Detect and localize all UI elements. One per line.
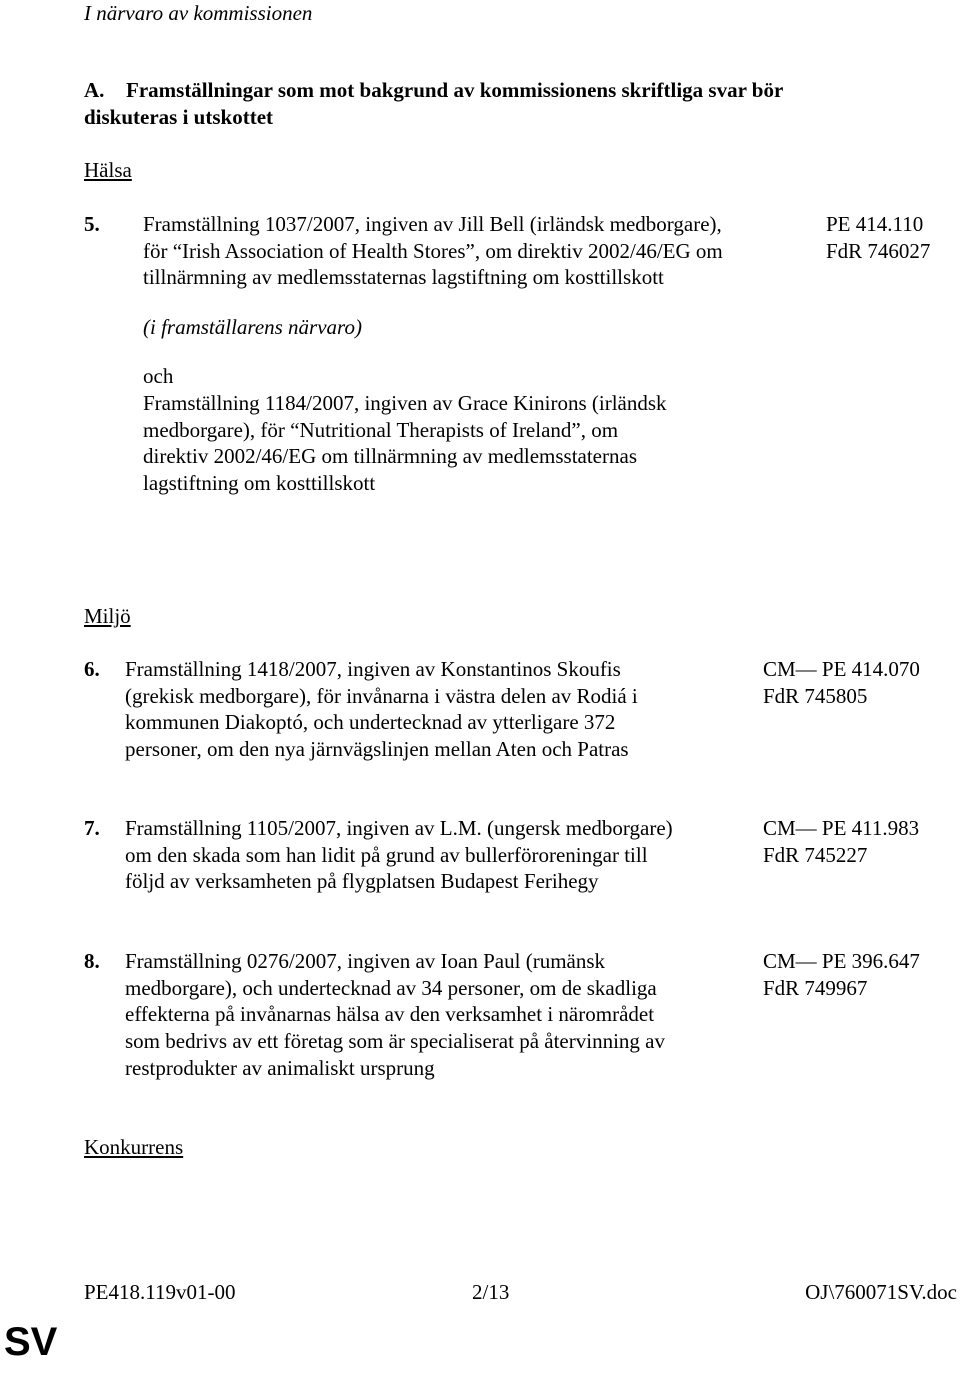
petitioner-presence-note: (i framställarens närvaro) xyxy=(143,315,362,339)
item-line: restprodukter av animaliskt ursprung xyxy=(125,1055,435,1080)
item-line: lagstiftning om kosttillskott xyxy=(143,471,376,496)
category-miljo: Miljö xyxy=(84,604,131,628)
item-line: Framställning 1105/2007, ingiven av L.M. (ungersk medborgare) xyxy=(125,816,673,840)
category-konkurrens: Konkurrens xyxy=(84,1135,184,1159)
item-line: medborgare), för “Nutritional Therapists of Ireland”, om xyxy=(143,417,619,442)
footer-language-code: SV xyxy=(4,1320,58,1364)
item-number: 5. xyxy=(84,212,100,236)
item-ref-fdr: FdR 745227 xyxy=(763,842,868,867)
item-ref-pe: PE 414.110 xyxy=(826,212,924,236)
item-ref-pe: CM— PE 414.070 xyxy=(763,657,920,681)
section-label: A. xyxy=(84,78,105,102)
item-line: Framställning 1184/2007, ingiven av Grace Kinirons (irländsk xyxy=(143,391,667,415)
item-ref-fdr: FdR 749967 xyxy=(763,975,868,1000)
item-refs xyxy=(763,948,920,1001)
item-ref-pe: CM— PE 411.983 xyxy=(763,816,920,840)
page-header-title: I närvaro av kommissionen xyxy=(84,1,313,25)
item-line: kommunen Diakoptó, och undertecknad av ytterligare 372 xyxy=(125,710,616,735)
item-number: 7. xyxy=(84,816,100,840)
footer-file-name: OJ\760071SV.doc xyxy=(805,1280,957,1304)
section-heading-line: Framställningar som mot bakgrund av kommissionens skriftliga svar bör xyxy=(126,78,784,102)
item-text xyxy=(125,948,665,1082)
item-line: Framställning 1037/2007, ingiven av Jill Bell (irländsk medborgare), xyxy=(143,212,722,236)
item-line: följd av verksamheten på flygplatsen Budapest Ferihegy xyxy=(125,869,599,894)
section-heading-cont xyxy=(84,104,273,131)
item-refs xyxy=(763,656,920,709)
item-line: tillnärmning av medlemsstaternas lagstiftning om kosttillskott xyxy=(143,265,664,290)
item-refs xyxy=(763,815,919,868)
category-halsa: Hälsa xyxy=(84,158,132,182)
item-line: som bedrivs av ett företag som är specialiserat på återvinning av xyxy=(125,1029,665,1054)
item-ref-fdr: FdR 746027 xyxy=(826,238,931,263)
item-ref-pe: CM— PE 396.647 xyxy=(763,949,920,973)
footer-page-number: 2/13 xyxy=(472,1280,510,1304)
item-text xyxy=(125,815,673,895)
item-refs xyxy=(826,211,930,264)
and-label: och xyxy=(143,364,174,388)
section-heading xyxy=(126,77,783,104)
item-line: (grekisk medborgare), för invånarna i västra delen av Rodiá i xyxy=(125,683,638,708)
item-line: Framställning 1418/2007, ingiven av Konstantinos Skoufis xyxy=(125,657,621,681)
item-text xyxy=(143,211,723,291)
item-ref-fdr: FdR 745805 xyxy=(763,683,868,708)
section-heading-line: diskuteras i utskottet xyxy=(84,105,274,129)
item-text xyxy=(125,656,638,763)
item-line: om den skada som han lidit på grund av bullerföroreningar till xyxy=(125,842,648,867)
item-line: direktiv 2002/46/EG om tillnärmning av medlemsstaternas xyxy=(143,444,637,469)
item-extra-text xyxy=(143,390,667,497)
item-number: 8. xyxy=(84,949,100,973)
item-line: effekterna på invånarnas hälsa av den verksamhet i närområdet xyxy=(125,1002,655,1027)
item-line: för “Irish Association of Health Stores”, om direktiv 2002/46/EG om xyxy=(143,238,723,263)
footer-doc-ref: PE418.119v01-00 xyxy=(84,1280,236,1304)
item-line: Framställning 0276/2007, ingiven av Ioan Paul (rumänsk xyxy=(125,949,606,973)
item-number: 6. xyxy=(84,657,100,681)
item-line: medborgare), och undertecknad av 34 personer, om de skadliga xyxy=(125,975,657,1000)
item-line: personer, om den nya järnvägslinjen mellan Aten och Patras xyxy=(125,737,629,762)
